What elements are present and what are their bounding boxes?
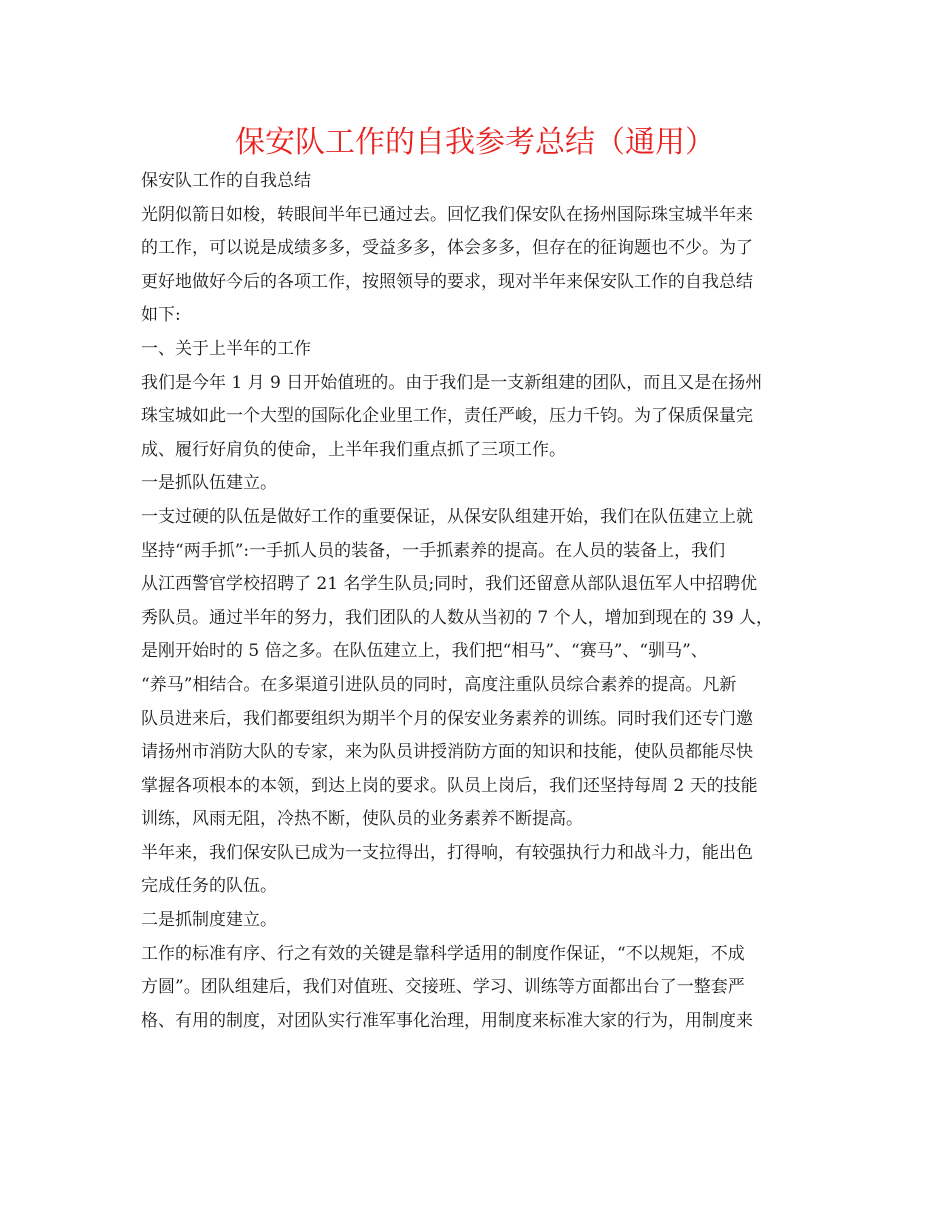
body-line: 更好地做好今后的各项工作，按照领导的要求，现对半年来保安队工作的自我总结 bbox=[141, 271, 753, 292]
body-line: 格、有用的制度，对团队实行准军事化治理，用制度来标准大家的行为，用制度来 bbox=[141, 1010, 753, 1031]
body-line: 半年来，我们保安队已成为一支拉得出，打得响，有较强执行力和战斗力，能出色 bbox=[141, 842, 753, 863]
document-body bbox=[141, 165, 821, 1038]
body-line: 请扬州市消防大队的专家，来为队员讲授消防方面的知识和技能，使队员都能尽快 bbox=[141, 742, 753, 763]
body-line: 队员进来后，我们都要组织为期半个月的保安业务素养的训练。同时我们还专门邀 bbox=[141, 708, 753, 729]
body-line: 工作的标准有序、行之有效的关键是靠科学适用的制度作保证，“不以规矩，不成 bbox=[141, 943, 745, 964]
body-line: 方圆”。团队组建后，我们对值班、交接班、学习、训练等方面都出台了一整套严 bbox=[141, 977, 745, 998]
document-title: 保安队工作的自我参考总结（通用） bbox=[235, 125, 715, 160]
section-heading: 一、关于上半年的工作 bbox=[141, 338, 311, 359]
body-line: 珠宝城如此一个大型的国际化企业里工作，责任严峻，压力千钧。为了保质保量完 bbox=[141, 406, 753, 427]
body-line: 训练，风雨无阻，冷热不断，使队员的业务素养不断提高。 bbox=[141, 809, 583, 830]
body-line: 光阴似箭日如梭，转眼间半年已通过去。回忆我们保安队在扬州国际珠宝城半年来 bbox=[141, 204, 753, 225]
subsection-heading: 二是抓制度建立。 bbox=[141, 910, 277, 931]
body-line: “养马”相结合。在多渠道引进队员的同时，高度注重队员综合素养的提高。凡新 bbox=[141, 674, 737, 695]
body-line: 掌握各项根本的本领，到达上岗的要求。队员上岗后，我们还坚持每周 2 天的技能 bbox=[141, 775, 758, 796]
body-line: 从江西警官学校招聘了 21 名学生队员;同时，我们还留意从部队退伍军人中招聘优 bbox=[141, 574, 758, 595]
subsection-heading: 一是抓队伍建立。 bbox=[141, 473, 277, 494]
body-line: 我们是今年 1 月 9 日开始值班的。由于我们是一支新组建的团队，而且又是在扬州 bbox=[141, 372, 763, 393]
body-line: 一支过硬的队伍是做好工作的重要保证，从保安队组建开始，我们在队伍建立上就 bbox=[141, 506, 753, 527]
body-line: 的工作，可以说是成绩多多，受益多多，体会多多，但存在的征询题也不少。为了 bbox=[141, 238, 753, 259]
body-line: 保安队工作的自我总结 bbox=[141, 171, 311, 191]
body-line: 完成任务的队伍。 bbox=[141, 876, 277, 897]
body-line: 坚持“两手抓”:一手抓人员的装备，一手抓素养的提高。在人员的装备上，我们 bbox=[141, 540, 726, 561]
body-line: 成、履行好肩负的使命，上半年我们重点抓了三项工作。 bbox=[141, 439, 566, 460]
body-line: 如下: bbox=[141, 305, 181, 326]
body-line: 秀队员。通过半年的努力，我们团队的人数从当初的 7 个人，增加到现在的 39 人， bbox=[141, 607, 774, 628]
body-line: 是刚开始时的 5 倍之多。在队伍建立上，我们把“相马”、“赛马”、“驯马”、 bbox=[141, 641, 708, 662]
